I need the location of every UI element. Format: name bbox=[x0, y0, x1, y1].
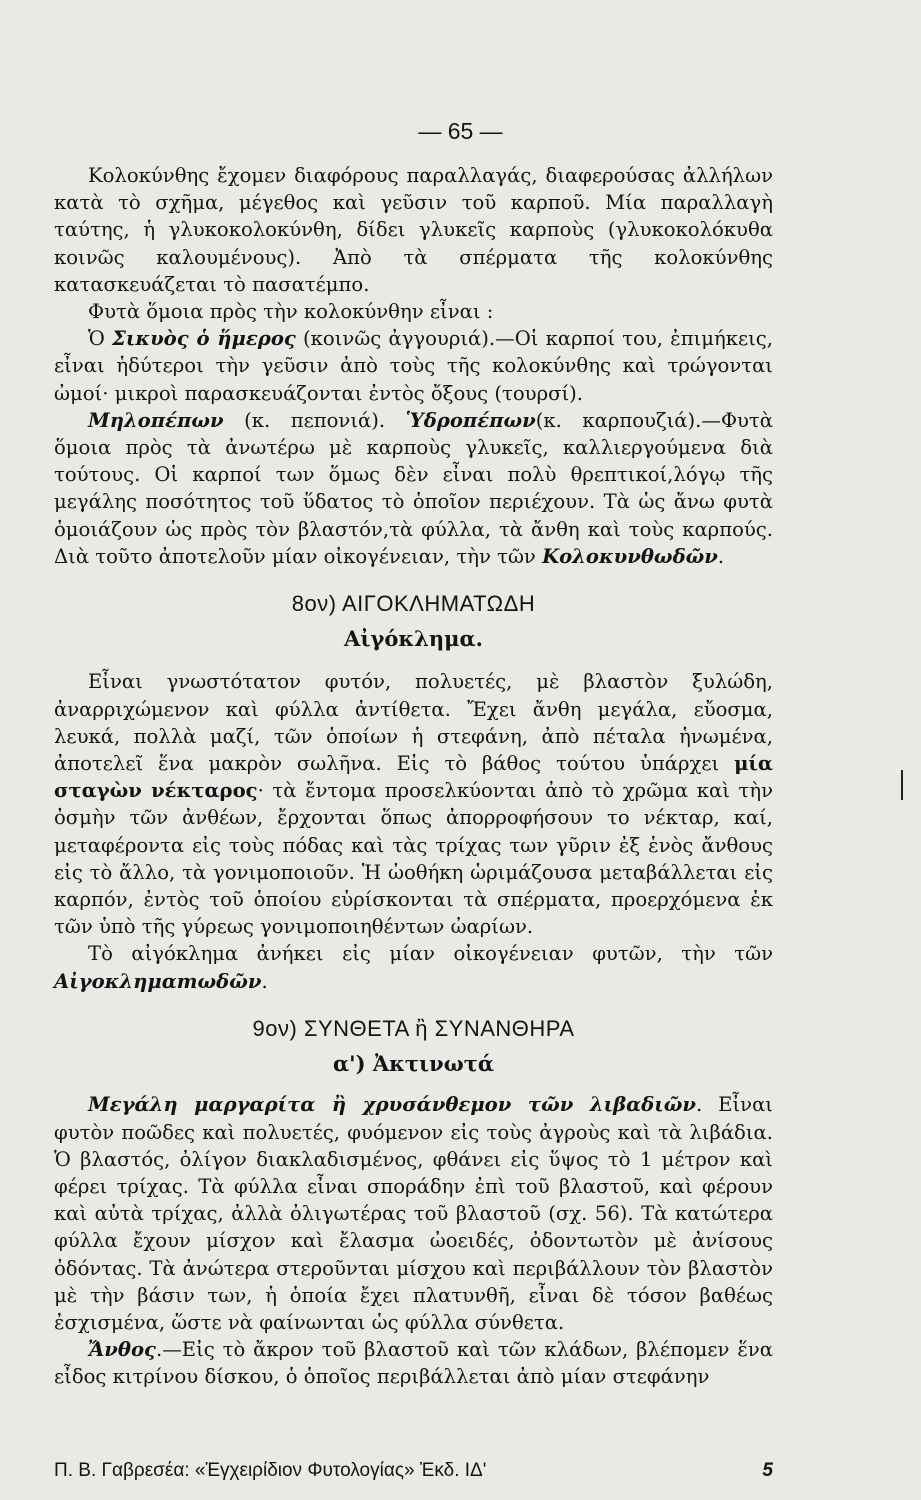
emphasis: Ἄνθος bbox=[88, 1338, 156, 1362]
plant-name: Σικυὸς ὁ ἥμερος bbox=[112, 327, 296, 351]
plant-name: Ὑδροπέπων bbox=[405, 408, 536, 432]
family-name: Κολοκυνθωδῶν bbox=[542, 544, 718, 568]
emphasis: μία σταγὼν νέκταρος bbox=[54, 752, 773, 803]
plant-name: Μεγάλη μαργαρίτα ἢ χρυσάνθεμον τῶν λιβαδιῶν bbox=[88, 1093, 696, 1117]
section-heading: 9ον) ΣΥΝΘΕΤΑ ἢ ΣΥΝΑΝΘΗΡΑ bbox=[252, 1015, 575, 1041]
paragraph: Τὸ αἰγόκλημα ἀνήκει εἰς μίαν οἰκογένειαν φυτῶν, τὴν τῶν Αἰγοκλημαтωδῶν. bbox=[54, 942, 773, 993]
family-name: Αἰγοκλημαтωδῶν bbox=[54, 969, 262, 993]
paragraph: Μεγάλη μαργαρίτα ἢ χρυσάνθεμον τῶν λιβαδιῶν. Εἶναι φυτὸν ποῶδες καὶ πολυετές, φυόμενον εἰς τοὺς ἀγροὺς καὶ τὰ λιβάδια. Ὁ βλαστός, ὀλίγον διακλαδισμένος, φθάνει εἰς ὕψος τὸ 1 μέτρον καὶ φέρει τρίχας. Τὰ φύλλα εἶναι σποράδην ἐπὶ τοῦ βλαστοῦ, καὶ φέρουν καὶ αὐτὰ τρίχας, ἀλλὰ ὀλιγωτέρας τοῦ βλαστοῦ (σχ. 56). Τὰ κατώτερα φύλλα ἔχουν μίσχον καὶ ἔλασμα ὠοειδές, ὀδοντωτὸν μὲ ἀνίσους ὀδόντας. Τὰ ἀνώτερα στεροῦνται μίσχου καὶ περιβάλλουν τὸν βλαστὸν μὲ τὴν βάσιν των, ἡ ὁποία ἔχει πλατυνθῆ, εἶναι δὲ τόσον βαθέως ἐσχισμένα, ὥστε νὰ φαίνωνται ὡς φύλλα σύνθετα. bbox=[54, 1093, 773, 1334]
page-footer bbox=[54, 1460, 773, 1482]
signature-mark: 5 bbox=[762, 1460, 773, 1481]
paragraph: Εἶναι γνωστότατον φυτόν, πολυετές, μὲ βλαστὸν ξυλώδη, ἀναρριχώμενον καὶ φύλλα ἀντίθετα. Ἔχει ἄνθη μεγάλα, εὔοσμα, λευκά, πολλὰ μαζί, τῶν ὁποίων ἡ στεφάνη, ἀπὸ πέταλα ἡνωμένα, ἀποτελεῖ ἕνα μακρὸν σωλῆνα. Εἰς τὸ βάθος τούτου ὑπάρχει μία σταγὼν νέκταρος· τὰ ἔντομα προσελκύονται ἀπὸ τὸ χρῶμα καὶ τὴν ὀσμὴν τῶν ἀνθέων, ἔρχονται ὅπως ἀπορροφήσουν το νέκταρ, καί, μεταφέροντα εἰς τοὺς πόδας καὶ τὰς τρίχας των γῦριν ἐξ ἑνὸς ἄνθους εἰς τὸ ἄλλο, τὰ γονιμοποιοῦν. Ἡ ὠοθήκη ὡριμάζουσα μεταβάλλεται εἰς καρπόν, ἐντὸς τοῦ ὁποίου εὑρίσκονται τὰ σπέρματα, προερχόμενα ἐκ τῶν ὑπὸ τῆς γύρεως γονιμοποιηθέντων ὠαρίων. bbox=[54, 670, 773, 939]
plant-name: Μηλοπέπων bbox=[88, 408, 224, 432]
margin-mark bbox=[901, 770, 903, 800]
section-heading: 8ον) ΑΙΓΟΚΛΗΜΑΤΩΔΗ bbox=[291, 591, 536, 617]
paragraph: Ὁ Σικυὸς ὁ ἥμερος (κοινῶς ἀγγουριά).—Οἱ καρποί του, ἐπιμήκεις, εἶναι ἡδύτεροι τὴν γεῦσιν ἀπὸ τοὺς τῆς κολοκύνθης καὶ τρώγονται ὠμοί· μικροὶ παρασκευάζονται ἐντὸς ὄξους (τουρσί). bbox=[54, 327, 774, 405]
page-body bbox=[54, 162, 773, 1391]
paragraph: Κολοκύνθης ἔχομεν διαφόρους παραλλαγάς, διαφερούσας ἀλλήλων κατὰ τὸ σχῆμα, μέγεθος καὶ γεῦσιν τοῦ καρποῦ. Μία παραλλαγὴ ταύτης, ἡ γλυκοκολοκύνθη, δίδει γλυκεῖς καρποὺς (γλυκοκολόκυθα κοινῶς καλουμένους). Ἀπὸ τὰ σπέρματα τῆς κολοκύνθης κατασκευάζεται τὸ πασατέμπο. bbox=[54, 164, 773, 296]
paragraph: Φυτὰ ὅμοια πρὸς τὴν κολοκύνθην εἶναι : bbox=[88, 300, 494, 324]
footer-citation: Π. Β. Γαβρεσέα: «Ἐγχειρίδιον Φυτολογίας» Ἐκδ. ΙΔ' bbox=[54, 1460, 487, 1481]
paragraph: Ἄνθος.—Εἰς τὸ ἄκρον τοῦ βλαστοῦ καὶ τῶν κλάδων, βλέπομεν ἕνα εἶδος κιτρίνου δίσκου, ὁ ὁποῖος περιβάλλεται ἀπὸ μίαν στεφάνην bbox=[54, 1338, 773, 1389]
section-subheading: Αἰγόκλημα. bbox=[344, 626, 483, 652]
section-subheading: α') Ἀκτινωτά bbox=[332, 1051, 495, 1077]
page-number: — 65 — bbox=[418, 118, 503, 144]
paragraph: Μηλοπέπων (κ. πεπονιά). Ὑδροπέπων(κ. καρπουζιά).—Φυτὰ ὅμοια πρὸς τὰ ἀνωτέρω μὲ καρποὺς γλυκεῖς, καλλιεργούμενα διὰ τούτους. Οἱ καρποί των ὅμως δὲν εἶναι πολὺ θρεπτικοί,λόγῳ τῆς μεγάλης ποσότητος τοῦ ὕδατος τὸ ὁποῖον περιέχουν. Τὰ ὡς ἄνω φυτὰ ὁμοιάζουν ὡς πρὸς τὸν βλαστόν,τὰ φύλλα, τὰ ἄνθη καὶ τοὺς καρπούς. Διὰ τοῦτο ἀποτελοῦν μίαν οἰκογένειαν, τὴν τῶν Κολοκυνθωδῶν. bbox=[54, 408, 773, 568]
